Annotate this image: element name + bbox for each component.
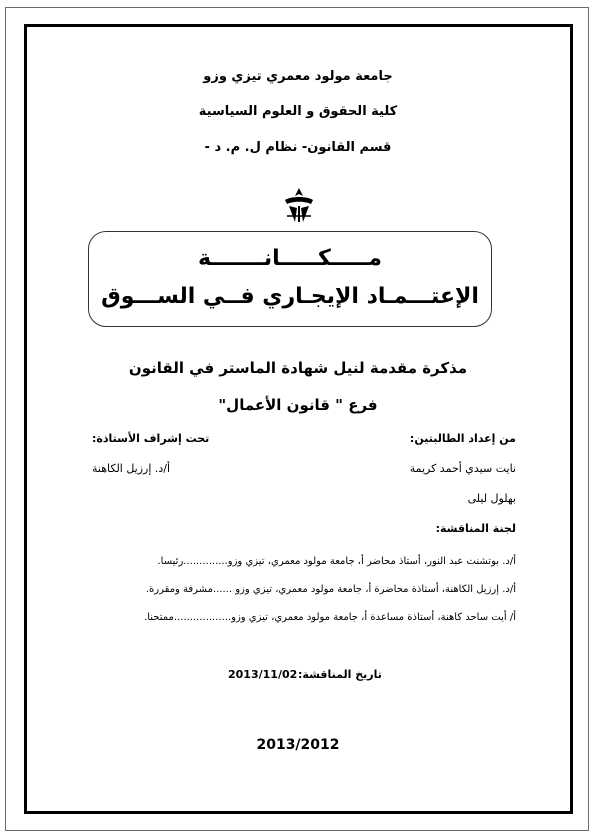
university-name: جامعة مولود معمري تيزي وزو: [203, 69, 393, 84]
defense-date: 2013/11/02: [228, 668, 298, 681]
student-1-name: نايت سيدي أحمد كريمة: [409, 462, 516, 475]
department-name: قسم القانون- نظام ل. م. د -: [204, 140, 392, 155]
committee-label: لجنة المناقشة:: [435, 522, 516, 535]
university-emblem-icon: [281, 186, 317, 224]
committee-member: أ/د. إرزيل الكاهنة، أستاذة محاضرة أ، جامعة مولود معمري، تيزي وزو ......مشرفة ومقررة.: [145, 584, 516, 595]
academic-year: 2013/2012: [256, 737, 340, 753]
faculty-name: كلية الحقوق و العلوم السياسية: [198, 104, 398, 119]
title-line-2: الإعتـــمـاد الإيجـاري فــي الســـوق: [101, 284, 479, 309]
supervisor-name: أ/د. إرزيل الكاهنة: [92, 462, 171, 475]
thesis-title-box: [88, 231, 492, 327]
prepared-by-label: من إعداد الطالبتين:: [409, 432, 516, 445]
thesis-purpose: مذكرة مقدمة لنيل شهادة الماستر في القانون: [128, 359, 468, 377]
title-line-1: مـــــكـــــانـــــــة: [197, 246, 383, 271]
student-2-name: بهلول ليلى: [467, 492, 516, 505]
committee-member: أ/د. بوتشنت عبد النور، أستاذ محاضر أ، جامعة مولود معمري، تيزي وزو..............رئيسا.: [157, 556, 516, 567]
defense-date-label: تاريخ المناقشة:: [298, 668, 382, 681]
supervision-label: تحت إشراف الأستاذة:: [92, 432, 210, 445]
committee-member: أ/ أيت ساحد كاهنة، أستاذة مساعدة أ، جامعة مولود معمري، تيزي وزو..................ممتحنا.: [144, 612, 516, 623]
thesis-branch: فرع " قانون الأعمال": [218, 396, 378, 414]
